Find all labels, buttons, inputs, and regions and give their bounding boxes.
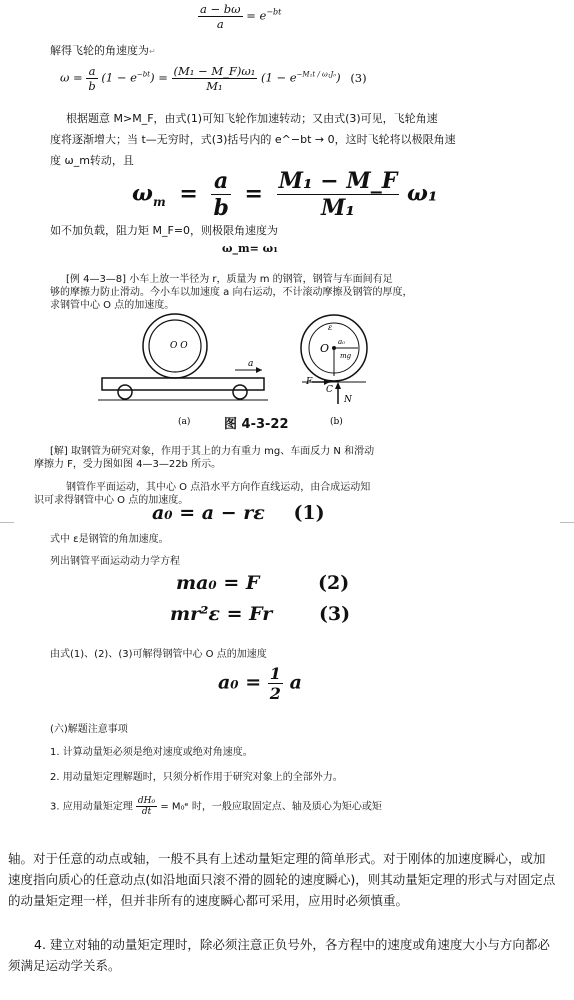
omega-eq-mid: (1 − e (101, 70, 137, 85)
equation-1 (152, 502, 325, 524)
figure-left-cart (98, 314, 268, 400)
figure-left-oo: O O (170, 341, 188, 351)
noload-line: 如不加负载，阻力矩 M_F=0，则极限角速度为 (50, 224, 279, 237)
omega-eq-frac1-den: b (88, 79, 96, 93)
dynamics-intro: 列出钢管平面运动动力学方程 (50, 556, 180, 567)
figure-left-a-label: a (248, 359, 254, 369)
omega-m-f2n: M₁ − M_F (278, 168, 398, 194)
omega-m-sub: m (152, 194, 166, 209)
margin-tick-right (560, 522, 574, 523)
omega-m-f2d: M₁ (320, 195, 355, 221)
eq1-tag: (1) (293, 502, 325, 524)
figure-caption: 图 4-3-22 (224, 417, 289, 432)
omega-limit: ω_m= ω₁ (222, 242, 278, 255)
figure-right-N: N (344, 395, 352, 405)
omega-m-lhs: ω (132, 180, 153, 207)
figure-right-ao: a₀ (338, 338, 345, 346)
omega-eq-tag: (3) (350, 70, 367, 85)
omega-eq-frac2-den: M₁ (206, 79, 223, 93)
note-3 (50, 796, 382, 817)
note3-frac-den: dt (141, 807, 152, 817)
omega-m-f1d: b (213, 195, 229, 221)
figure-right-O: O (320, 342, 330, 355)
final-eq-num: 1 (269, 664, 281, 683)
equation-3 (170, 603, 350, 625)
eq3-tag: (3) (318, 603, 351, 625)
example-line2: 够的摩擦力防止滑动。今小车以加速度 a 向右运动，不计滚动摩擦及钢管的厚度， (50, 287, 413, 298)
example-line1: [例 4—3—8] 小车上放一半径为 r，质量为 m 的钢管，钢管与车面间有足 (66, 274, 393, 285)
motion-line2: 识可求得钢管中心 O 点的加速度。 (34, 495, 189, 506)
example-line3: 求钢管中心 O 点的加速度。 (50, 300, 175, 311)
top-eq-rhs: = e (246, 8, 267, 23)
omega-eq-close: ) (336, 70, 341, 85)
top-eq-denominator: a (216, 17, 224, 31)
paragraph-axis: 轴。对于任意的动点或轴，一般不具有上述动量矩定理的简单形式。对于刚体的加速度瞬心，或加速度指向质心的任意动点(如沿地面只滚不滑的圆轮的速度瞬心)，则其动量矩定理的形式与对固定点的动量矩定理一样，但并非所有的速度瞬心都可采用，应用时必须慎重。 (8, 851, 556, 908)
figure-right-mg: mg (340, 352, 352, 360)
solve-omega-line (50, 42, 156, 58)
omega-m-eq2: = (244, 180, 263, 207)
top-equation (198, 2, 281, 31)
note-2: 2. 用动量矩定理解题时，只须分析作用于研究对象上的全部外力。 (50, 772, 343, 783)
notes-title: (六)解题注意事项 (50, 724, 128, 735)
para1-line3: 度 ω_m转动，且 (50, 154, 134, 167)
note3-frac-num: dH₀ (137, 796, 156, 806)
figure-label-b: (b) (330, 417, 343, 427)
omega-eq-frac2-num: (M₁ − M_F)ω₁ (173, 64, 256, 78)
omega-eq-tail: (1 − e (261, 70, 297, 85)
note3-mid: = M₀ᵉ 时，一般应取固定点、轴及质心为矩心或矩 (160, 801, 382, 813)
omega-eq-frac1-num: a (86, 64, 97, 79)
eq3-text: mr²ε = Fr (170, 603, 273, 625)
margin-tick-left (0, 522, 14, 523)
top-eq-numerator: a − bω (200, 2, 241, 16)
final-eq-lhs: a₀ = (218, 671, 262, 694)
figure-right-fbd (301, 315, 367, 405)
omega-m-equation (132, 168, 438, 221)
return-mark: ↵ (149, 47, 156, 56)
epsilon-note: 式中 ε是钢管的角加速度。 (50, 534, 169, 545)
solve-omega-text: 解得飞轮的角速度为 (50, 44, 149, 57)
eq2-text: ma₀ = F (176, 572, 260, 594)
solution-line1: [解] 取钢管为研究对象，作用于其上的力有重力 mg、车面反力 N 和滑动 (50, 446, 375, 457)
figure-right-F: F (306, 377, 313, 387)
final-eq-den: 2 (269, 684, 281, 703)
omega-eq-mid-exp: −bt (136, 70, 151, 79)
motion-line1: 钢管作平面运动，其中心 O 点沿水平方向作直线运动，由合成运动知 (66, 482, 371, 493)
eq2-tag: (2) (318, 572, 350, 594)
omega-m-eq1: = (179, 180, 198, 207)
omega-eq-mid2: ) = (150, 70, 168, 85)
note3-pre: 3. 应用动量矩定理 (50, 801, 133, 813)
equation-2 (176, 572, 349, 594)
figure-right-C: C (326, 385, 333, 395)
omega-eq-lhs: ω = (60, 70, 83, 85)
eq1-text: a₀ = a − rε (152, 502, 265, 524)
from-equations-line: 由式(1)、(2)、(3)可解得钢管中心 O 点的加速度 (50, 649, 267, 660)
omega-m-tail: ω₁ (407, 180, 438, 207)
omega-equation (60, 64, 367, 93)
solution-line2: 摩擦力 F，受力图如图 4—3—22b 所示。 (34, 459, 222, 470)
para1-line1: 根据题意 M>M_F，由式(1)可知飞轮作加速转动；又由式(3)可见，飞轮角速 (66, 112, 438, 125)
final-eq-tail: a (289, 671, 302, 694)
figure-right-eps: ε (328, 323, 333, 332)
para1-line2: 度将逐渐增大；当 t—无穷时，式(3)括号内的 e^−bt → 0，这时飞轮将以极限角速 (50, 133, 456, 146)
omega-eq-tail-exp: −M₁t / ω₁J₀ (296, 70, 337, 79)
omega-m-f1n: a (211, 168, 230, 195)
figure-label-a: (a) (178, 417, 191, 427)
final-equation (218, 664, 302, 703)
note-1: 1. 计算动量矩必须是绝对速度或绝对角速度。 (50, 747, 253, 758)
top-eq-exp: −bt (266, 7, 282, 17)
paragraph-4: 4. 建立对轴的动量矩定理时，除必须注意正负号外，各方程中的速度或角速度大小与方向都必须满足运动学关系。 (8, 937, 550, 973)
